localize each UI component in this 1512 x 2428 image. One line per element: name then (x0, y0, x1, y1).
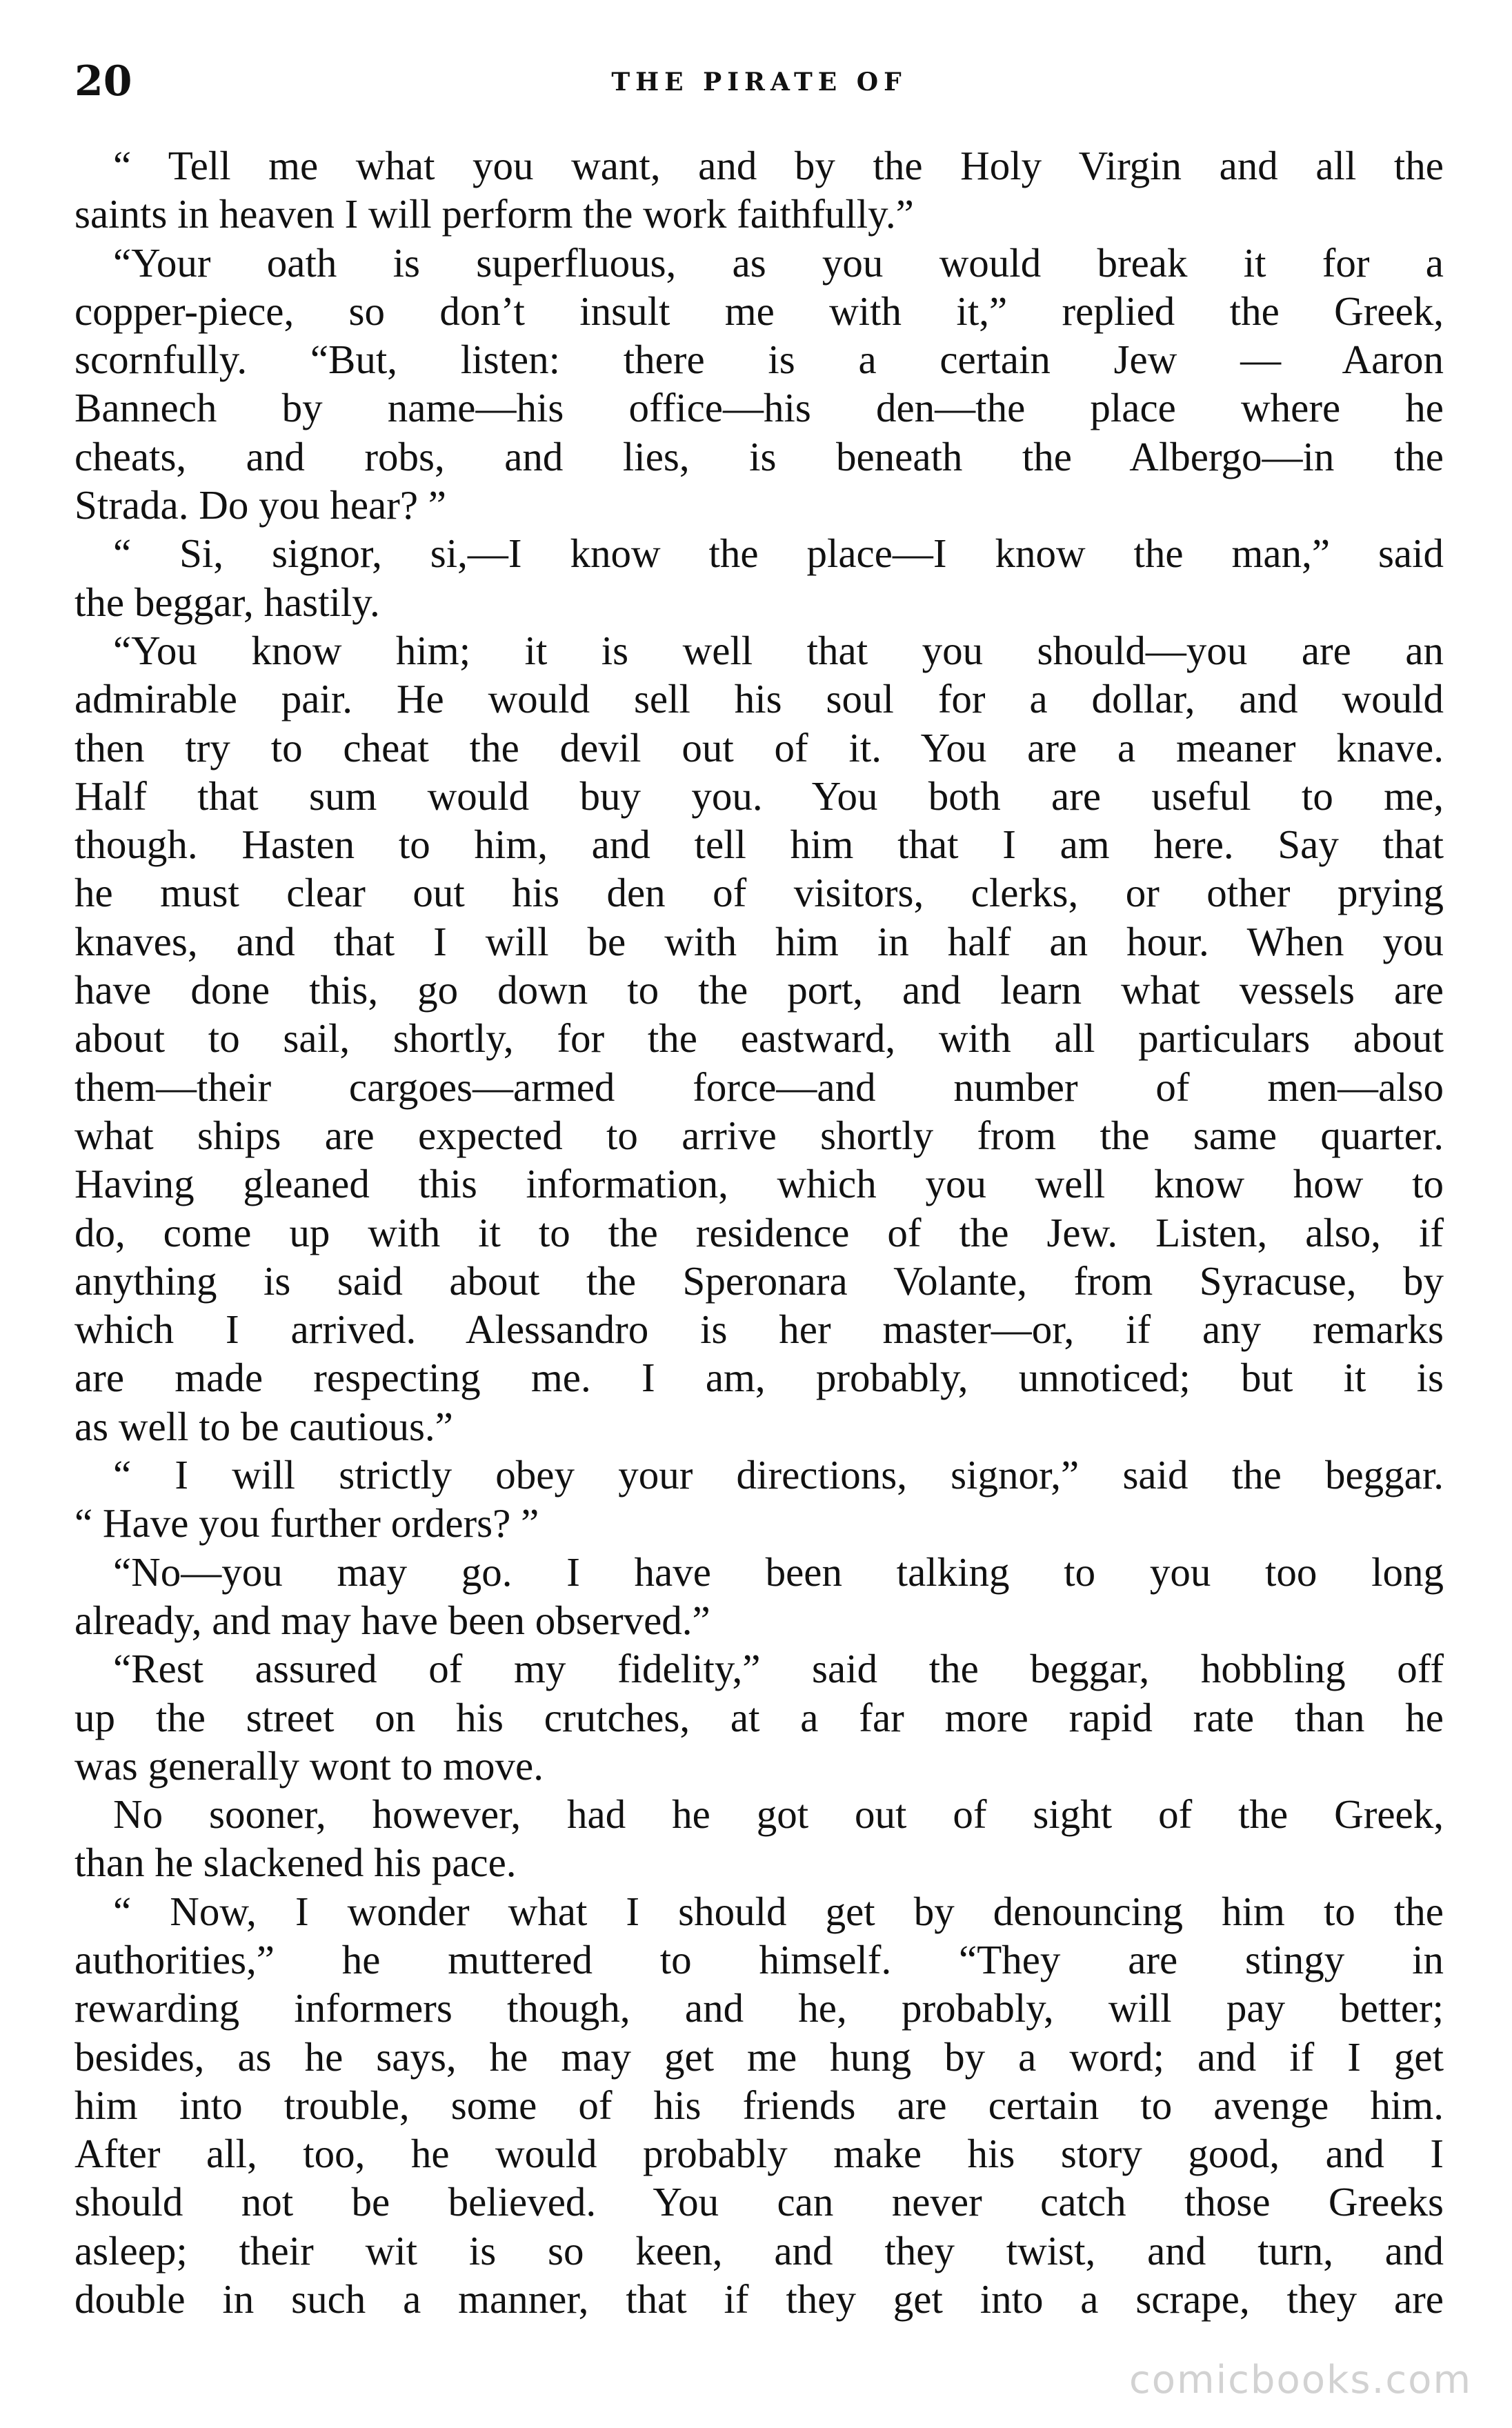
text-line: scornfully. “But, listen: there is a certain Jew — Aaron (74, 337, 1444, 383)
text-line: besides, as he says, he may get me hung by a word; and if I get (74, 2033, 1444, 2080)
text-line: them—their cargoes—armed force—and number of men—also (74, 1064, 1444, 1110)
text-line: which I arrived. Alessandro is her master—or, if any remarks (74, 1306, 1444, 1353)
text-line: “ Tell me what you want, and by the Holy Virgin and all the (113, 143, 1444, 188)
text-line: though. Hasten to him, and tell him that I am here. Say that (74, 822, 1444, 868)
text-line: then try to cheat the devil out of it. You are a meaner knave. (74, 724, 1444, 770)
text-line: Bannech by name—his office—his den—the place where he (74, 385, 1444, 431)
text-line: than he slackened his pace. (74, 1840, 517, 1886)
text-line: knaves, and that I will be with him in half an hour. When you (74, 918, 1444, 964)
text-line: “ Have you further orders? ” (74, 1500, 539, 1546)
text-line: him into trouble, some of his friends are certain to avenge him. (74, 2082, 1444, 2128)
text-line: saints in heaven I will perform the work faithfully.” (74, 191, 914, 237)
text-line: he must clear out his den of visitors, clerks, or other prying (74, 870, 1444, 916)
page-number: 20 (74, 57, 132, 106)
text-line: about to sail, shortly, for the eastward, with all particulars about (74, 1015, 1444, 1062)
text-line: the beggar, hastily. (74, 579, 380, 625)
text-line: as well to be cautious.” (74, 1403, 453, 1449)
text-line: anything is said about the Speronara Volante, from Syracuse, by (74, 1257, 1444, 1304)
text-line: Having gleaned this information, which you well know how to (74, 1161, 1444, 1207)
text-line: “No—you may go. I have been talking to you too long (113, 1549, 1444, 1595)
watermark: comicbooks.com (1128, 2358, 1472, 2402)
text-line: rewarding informers though, and he, probably, will pay better; (74, 1985, 1444, 2031)
running-head: THE PIRATE OF (611, 68, 907, 97)
text-line: have done this, go down to the port, and learn what vessels are (74, 967, 1444, 1013)
text-line: are made respecting me. I am, probably, unnoticed; but it is (74, 1355, 1444, 1401)
text-line: No sooner, however, had he got out of sight of the Greek, (113, 1791, 1444, 1838)
text-line: up the street on his crutches, at a far more rapid rate than he (74, 1694, 1444, 1740)
text-line: “Rest assured of my fidelity,” said the beggar, hobbling off (113, 1646, 1444, 1692)
text-line: asleep; their wit is so keen, and they twist, and turn, and (74, 2227, 1444, 2273)
text-line: was generally wont to move. (74, 1742, 544, 1789)
text-line: should not be believed. You can never catch those Greeks (74, 2179, 1444, 2225)
text-line: “You know him; it is well that you should—you are an (113, 627, 1444, 673)
text-line: do, come up with it to the residence of the Jew. Listen, also, if (74, 1209, 1444, 1255)
text-line: “ Now, I wonder what I should get by denouncing him to the (113, 1888, 1444, 1934)
text-line: Half that sum would buy you. You both are useful to me, (74, 773, 1444, 819)
text-line: authorities,” he muttered to himself. “They are stingy in (74, 1936, 1444, 1982)
text-line: double in such a manner, that if they get into a scrape, they are (74, 2276, 1444, 2322)
text-line: “Your oath is superfluous, as you would break it for a (113, 239, 1444, 286)
text-line: Strada. Do you hear? ” (74, 482, 446, 528)
text-line: “ Si, signor, si,—I know the place—I know the man,” said (113, 530, 1444, 577)
body-text (74, 141, 1444, 2323)
text-line: already, and may have been observed.” (74, 1597, 710, 1643)
text-line: cheats, and robs, and lies, is beneath the Albergo—in the (74, 433, 1444, 479)
text-line: “ I will strictly obey your directions, signor,” said the beggar. (113, 1452, 1444, 1498)
page-header (74, 54, 1444, 109)
text-line: After all, too, he would probably make his story good, and I (74, 2131, 1444, 2177)
text-line: admirable pair. He would sell his soul for a dollar, and would (74, 676, 1444, 722)
text-line: copper-piece, so don’t insult me with it,” replied the Greek, (74, 288, 1444, 334)
text-line: what ships are expected to arrive shortly from the same quarter. (74, 1112, 1444, 1158)
